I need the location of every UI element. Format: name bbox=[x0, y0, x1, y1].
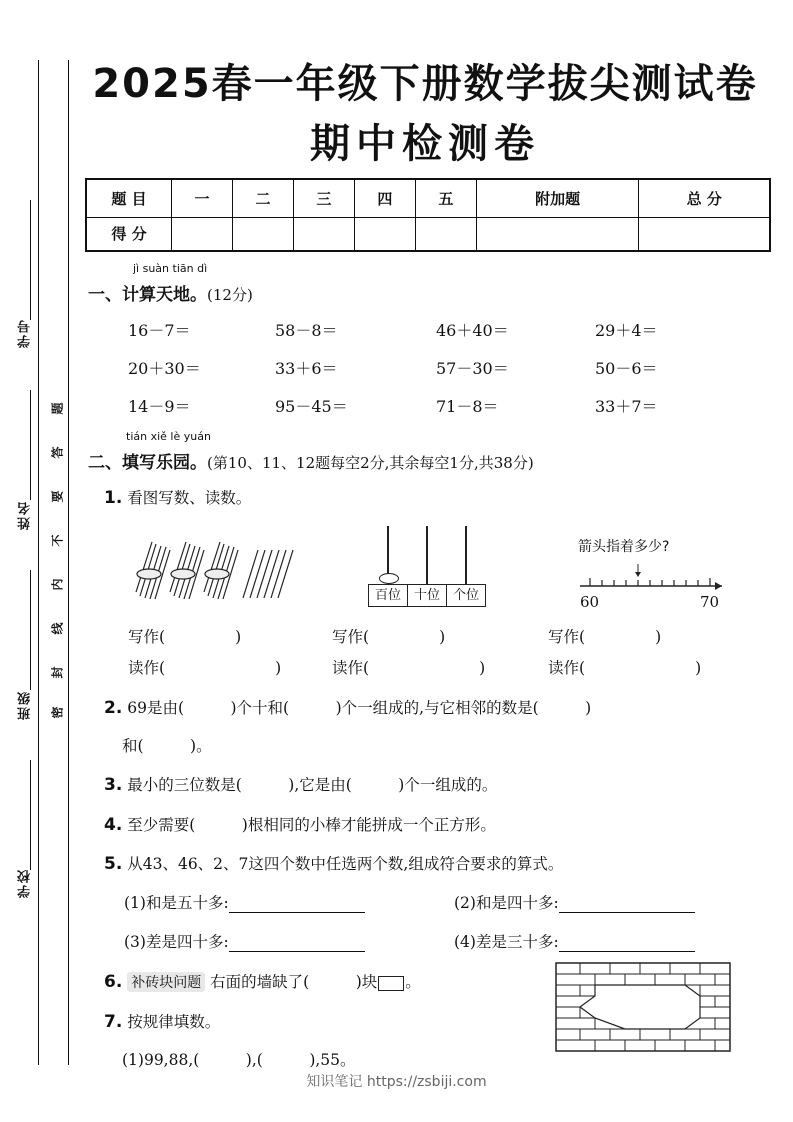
section2-pinyin: tián xiě lè yuán bbox=[126, 430, 211, 443]
answer-read-1[interactable]: 读作( ) bbox=[128, 659, 282, 677]
brick-icon bbox=[378, 976, 404, 991]
q6-number: 6. bbox=[104, 972, 123, 992]
answer-read-2[interactable]: 读作( ) bbox=[332, 659, 486, 677]
score-header-cell: 三 bbox=[293, 179, 354, 217]
score-cell[interactable] bbox=[293, 217, 354, 251]
calc-problem: 20＋30＝ bbox=[128, 359, 201, 378]
score-header-cell: 一 bbox=[172, 179, 233, 217]
warning-char: 封 bbox=[50, 666, 65, 679]
answer-read-3[interactable]: 读作( ) bbox=[548, 659, 702, 677]
q4-number: 4. bbox=[104, 815, 123, 835]
q5-number: 5. bbox=[104, 854, 123, 874]
section1-pinyin: jì suàn tiān dì bbox=[133, 262, 208, 275]
number-line-end-label: 70 bbox=[700, 593, 720, 611]
score-cell[interactable] bbox=[172, 217, 233, 251]
warning-char: 题 bbox=[50, 402, 65, 415]
student-id-label: 学号 bbox=[18, 318, 33, 348]
q1-number: 1. bbox=[104, 488, 123, 508]
brick-wall-illustration bbox=[555, 962, 731, 1052]
calc-problem: 29＋4＝ bbox=[595, 321, 658, 340]
class-label: 班级 bbox=[18, 690, 33, 720]
score-header-cell: 五 bbox=[415, 179, 476, 217]
q7-text: 按规律填数。 bbox=[127, 1013, 221, 1031]
arrow-question: 箭头指着多少? bbox=[578, 539, 670, 555]
warning-char: 不 bbox=[50, 534, 65, 547]
q2-number: 2. bbox=[104, 698, 123, 718]
q4-line bbox=[104, 813, 496, 835]
footer-watermark: 知识笔记 https://zsbiji.com bbox=[306, 1074, 487, 1090]
stick-bundles-illustration bbox=[128, 540, 296, 604]
warning-char: 线 bbox=[50, 622, 65, 635]
q1-text: 看图写数、读数。 bbox=[127, 489, 252, 507]
calc-problem: 71－8＝ bbox=[436, 397, 499, 416]
class-line[interactable] bbox=[30, 570, 31, 690]
score-header-cell: 四 bbox=[354, 179, 415, 217]
section2-points: (第10、11、12题每空2分,其余每空1分,共38分) bbox=[207, 454, 534, 472]
score-table bbox=[85, 178, 771, 252]
calc-problem: 33＋7＝ bbox=[595, 397, 658, 416]
q1-line bbox=[104, 486, 251, 508]
score-cell[interactable] bbox=[354, 217, 415, 251]
q7-number: 7. bbox=[104, 1012, 123, 1032]
student-id-line[interactable] bbox=[30, 200, 31, 320]
section2-heading bbox=[88, 448, 534, 473]
calc-problem: 95－45＝ bbox=[275, 397, 348, 416]
q6-text: 右面的墙缺了( )块 bbox=[210, 973, 378, 991]
q5-item-1[interactable]: (1)和是五十多: bbox=[124, 891, 365, 913]
answer-write-3[interactable]: 写作( ) bbox=[548, 628, 662, 646]
abacus-label-tens: 十位 bbox=[408, 585, 447, 606]
q5-text: 从43、46、2、7这四个数中任选两个数,组成符合要求的算式。 bbox=[127, 855, 564, 873]
abacus-illustration bbox=[368, 522, 486, 607]
abacus-rod bbox=[465, 526, 467, 584]
answer-write-2[interactable]: 写作( ) bbox=[332, 628, 446, 646]
section1-points: (12分) bbox=[207, 286, 253, 304]
score-row-label: 得 分 bbox=[86, 217, 172, 251]
q2-continuation: 和( )。 bbox=[122, 737, 212, 755]
q2-line bbox=[104, 696, 764, 718]
number-line bbox=[578, 560, 724, 594]
abacus-rod bbox=[426, 526, 428, 584]
section2-title: 二、填写乐园。 bbox=[88, 453, 207, 473]
school-label: 学校 bbox=[18, 868, 33, 898]
calc-problem: 14－9＝ bbox=[128, 397, 191, 416]
calc-problem: 46＋40＝ bbox=[436, 321, 509, 340]
page-subtitle: 期中检测卷 bbox=[310, 121, 540, 167]
answer-write-1[interactable]: 写作( ) bbox=[128, 628, 242, 646]
calc-problem: 16－7＝ bbox=[128, 321, 191, 340]
warning-char: 答 bbox=[50, 446, 65, 459]
score-header-cell: 二 bbox=[232, 179, 293, 217]
score-cell[interactable] bbox=[415, 217, 476, 251]
abacus-base bbox=[368, 584, 486, 607]
q3-text: 最小的三位数是( ),它是由( )个一组成的。 bbox=[127, 776, 498, 794]
q5-item-2[interactable]: (2)和是四十多: bbox=[454, 891, 695, 913]
number-line-start-label: 60 bbox=[580, 593, 600, 611]
name-line[interactable] bbox=[30, 390, 31, 500]
calc-problem: 50－6＝ bbox=[595, 359, 658, 378]
name-label: 姓名 bbox=[18, 500, 33, 530]
page-title: 2025春一年级下册数学拔尖测试卷 bbox=[92, 61, 758, 107]
warning-char: 要 bbox=[50, 490, 65, 503]
stick-bundle bbox=[170, 542, 204, 599]
q2-text: 69是由( )个十和( )个一组成的,与它相邻的数是( ) bbox=[127, 699, 592, 717]
school-line[interactable] bbox=[30, 760, 31, 870]
warning-char: 密 bbox=[50, 706, 65, 719]
section1-heading bbox=[88, 280, 253, 305]
binding-hatch bbox=[41, 62, 67, 1062]
calc-problem: 58－8＝ bbox=[275, 321, 338, 340]
score-header-cell: 题 目 bbox=[86, 179, 172, 217]
q3-number: 3. bbox=[104, 775, 123, 795]
abacus-label-ones: 个位 bbox=[452, 588, 479, 603]
score-cell[interactable] bbox=[476, 217, 639, 251]
q5-item-3[interactable]: (3)差是四十多: bbox=[124, 930, 365, 952]
q7-sub1: (1)99,88,( ),( ),55。 bbox=[122, 1051, 356, 1069]
abacus-bead bbox=[379, 573, 399, 584]
calc-problem: 33＋6＝ bbox=[275, 359, 338, 378]
score-cell[interactable] bbox=[639, 217, 770, 251]
score-cell[interactable] bbox=[232, 217, 293, 251]
q5-line bbox=[104, 852, 563, 874]
binding-line-right bbox=[68, 60, 69, 1065]
q4-text: 至少需要( )根相同的小棒才能拼成一个正方形。 bbox=[127, 816, 496, 834]
binding-line-left bbox=[38, 60, 39, 1065]
abacus-label-hundreds: 百位 bbox=[369, 585, 408, 606]
score-header-cell: 附加题 bbox=[476, 179, 639, 217]
warning-char: 内 bbox=[50, 578, 65, 591]
score-header-cell: 总 分 bbox=[639, 179, 770, 217]
stick-bundle bbox=[204, 542, 238, 599]
q6-line: 6. 补砖块问题 右面的墙缺了( )块 。 bbox=[104, 972, 421, 992]
q7-line bbox=[104, 1010, 220, 1032]
q5-item-4[interactable]: (4)差是三十多: bbox=[454, 930, 695, 952]
section1-title: 一、计算天地。 bbox=[88, 285, 207, 305]
q6-tag: 补砖块问题 bbox=[127, 972, 205, 992]
q3-line bbox=[104, 773, 497, 795]
calc-problem: 57－30＝ bbox=[436, 359, 509, 378]
stick-bundle bbox=[136, 542, 170, 599]
